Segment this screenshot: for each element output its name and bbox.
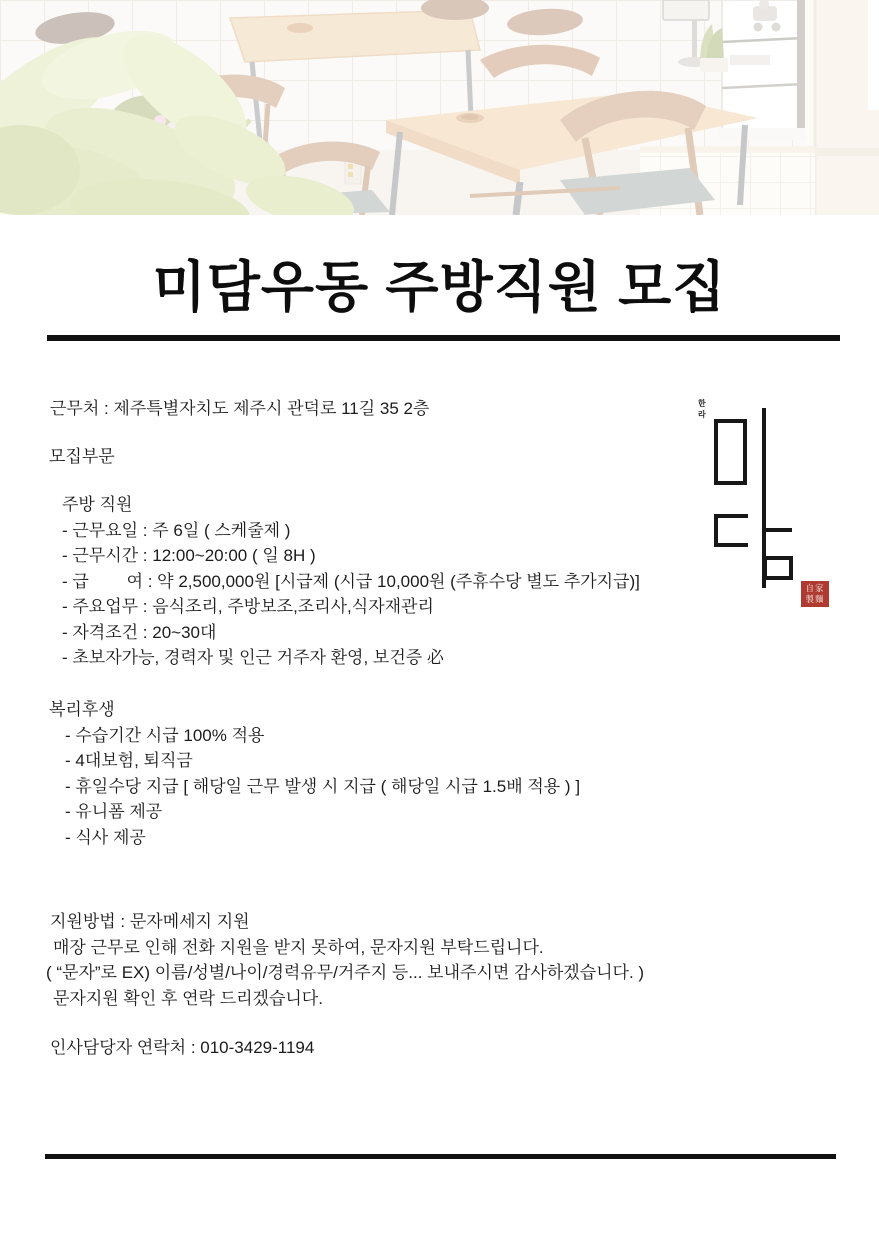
apply-block — [46, 909, 644, 1011]
fade-overlay — [0, 0, 879, 215]
logo-d-stroke — [714, 514, 748, 547]
seal-text-line1: 自家 — [805, 583, 825, 593]
apply-example-line: ( “문자”로 EX) 이름/성별/나이/경력유무/거주지 등... 보내주시면 감사하겠습니다. ) — [46, 963, 645, 982]
position-title: 주방 직원 — [62, 495, 133, 514]
benefits-item: - 수습기간 시급 100% 적용 — [65, 725, 265, 745]
position-item: - 주요업무 : 음식조리, 주방보조,조리사,식자재관리 — [62, 597, 434, 616]
benefits-block — [0, 697, 580, 850]
position-item: - 초보자가능, 경력자 및 인근 거주자 환영, 보건증 必 — [62, 648, 444, 667]
position-item: - 근무요일 : 주 6일 ( 스케줄제 ) — [62, 520, 291, 540]
apply-note-line: 매장 근무로 인해 전화 지원을 받지 못하여, 문자지원 부탁드립니다. — [53, 937, 544, 957]
logo-mi-square — [714, 419, 747, 485]
benefits-item: - 유니폼 제공 — [65, 802, 163, 821]
position-item: - 자격조건 : 20~30대 — [62, 622, 217, 642]
position-item: - 급 여 : 약 2,500,000원 [시급제 (시급 10,000원 (주휴수당 별도 추가지급)] — [62, 571, 640, 591]
contact-line: 인사담당자 연락처 : 010-3429-1194 — [50, 1038, 315, 1057]
hero-photo — [0, 0, 879, 215]
logo-arm-stroke — [766, 528, 792, 532]
house-made-noodle-seal — [801, 581, 829, 607]
cafe-interior-illustration — [0, 0, 879, 215]
position-block — [62, 492, 640, 671]
benefits-item: - 4대보험, 퇴직금 — [65, 751, 193, 770]
logo-dam-square — [763, 556, 793, 580]
benefits-item: - 휴일수당 지급 [ 해당일 근무 발생 시 지급 ( 해당일 시급 1.5배 적용 ) ] — [65, 776, 581, 796]
apply-reply-line: 문자지원 확인 후 연락 드리겠습니다. — [53, 988, 323, 1008]
benefits-section-header: 복리후생 — [49, 700, 115, 719]
workplace-line: 근무처 : 제주특별자치도 제주시 관덕로 11길 35 2층 — [50, 399, 430, 418]
page-title: 미담우동 주방직원 모집 — [152, 256, 727, 318]
brand-label: 한라 — [698, 399, 707, 419]
position-item: - 근무시간 : 12:00~20:00 ( 일 8H ) — [62, 546, 316, 565]
divider-bottom — [45, 1154, 836, 1159]
recruit-section-header: 모집부문 — [49, 447, 115, 466]
benefits-item: - 식사 제공 — [65, 827, 146, 847]
seal-text-line2: 製麵 — [805, 594, 825, 604]
divider-top — [47, 335, 840, 341]
apply-method-line: 지원방법 : 문자메세지 지원 — [50, 912, 250, 931]
